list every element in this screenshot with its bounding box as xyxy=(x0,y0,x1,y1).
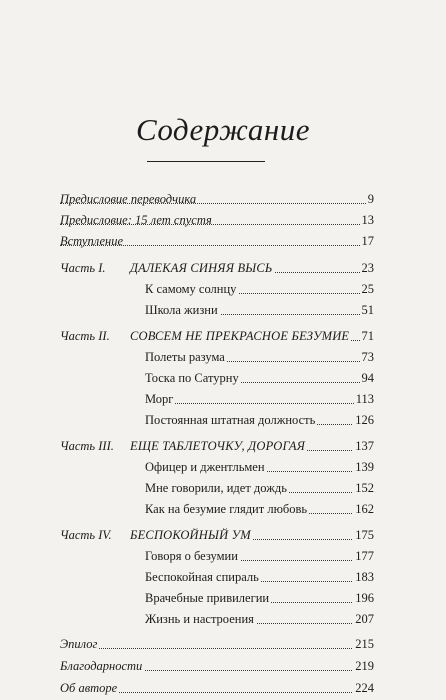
chapter-label: Говоря о безумии xyxy=(145,546,240,566)
toc-chapter xyxy=(0,609,446,629)
chapter-label: Как на безумие глядит любовь xyxy=(145,499,309,519)
toc-page-number: 196 xyxy=(353,588,374,608)
leader-dots xyxy=(60,245,372,246)
leader-dots xyxy=(60,224,372,225)
toc-page-number: 139 xyxy=(353,457,374,477)
toc-page-number: 152 xyxy=(353,478,374,498)
chapter-label: Жизнь и настроения xyxy=(145,609,256,629)
chapter-label: Врачебные привилегии xyxy=(145,588,271,608)
title-divider xyxy=(147,161,265,162)
toc-chapter xyxy=(0,457,446,477)
part-title: ДАЛЕКАЯ СИНЯЯ ВЫСЬ xyxy=(130,258,275,278)
chapter-label: Беспокойная спираль xyxy=(145,567,261,587)
leader-dots xyxy=(145,403,372,404)
part-label: Часть II. xyxy=(60,326,112,346)
toc-part-heading xyxy=(0,436,446,456)
toc-entry-label: Предисловие: 15 лет спустя xyxy=(60,210,214,230)
toc-page-number: 175 xyxy=(353,525,374,545)
toc-page-number: 25 xyxy=(360,279,375,299)
toc-page-number: 13 xyxy=(360,210,375,230)
toc-page-number: 207 xyxy=(353,609,374,629)
toc-page-number: 73 xyxy=(360,347,375,367)
toc-page-number: 17 xyxy=(360,231,375,251)
chapter-label: Постоянная штатная должность xyxy=(145,410,317,430)
toc-page-number: 9 xyxy=(366,189,374,209)
chapter-label: Морг xyxy=(145,389,175,409)
toc-page-number: 215 xyxy=(353,634,374,654)
toc-page-number: 224 xyxy=(353,678,374,698)
leader-dots xyxy=(60,203,372,204)
part-title: БЕСПОКОЙНЫЙ УМ xyxy=(130,525,253,545)
toc-entry-label: Об авторе xyxy=(60,678,119,698)
toc-chapter xyxy=(0,567,446,587)
toc-page-number: 71 xyxy=(360,326,375,346)
chapter-label: К самому солнцу xyxy=(145,279,238,299)
toc-entry-label: Предисловие переводчика xyxy=(60,189,198,209)
toc-page-number: 137 xyxy=(353,436,374,456)
toc-part-heading xyxy=(0,326,446,346)
chapter-label: Школа жизни xyxy=(145,300,220,320)
toc-entry-front xyxy=(0,210,446,230)
toc-chapter xyxy=(0,410,446,430)
toc-part-heading xyxy=(0,258,446,278)
toc-page-number: 126 xyxy=(353,410,374,430)
chapter-label: Мне говорили, идет дождь xyxy=(145,478,289,498)
toc-chapter xyxy=(0,279,446,299)
toc-chapter xyxy=(0,588,446,608)
part-title: СОВСЕМ НЕ ПРЕКРАСНОЕ БЕЗУМИЕ xyxy=(130,326,351,346)
part-label: Часть I. xyxy=(60,258,108,278)
toc-page-number: 113 xyxy=(354,389,374,409)
toc-entry-back xyxy=(0,678,446,698)
part-label: Часть III. xyxy=(60,436,116,456)
toc-page-number: 94 xyxy=(360,368,375,388)
toc-entry-back xyxy=(0,656,446,676)
chapter-label: Тоска по Сатурну xyxy=(145,368,241,388)
toc-chapter xyxy=(0,478,446,498)
part-label: Часть IV. xyxy=(60,525,114,545)
toc-page-number: 23 xyxy=(360,258,375,278)
toc-page-number: 183 xyxy=(353,567,374,587)
leader-dots xyxy=(60,648,372,649)
toc-chapter xyxy=(0,546,446,566)
toc-page-number: 162 xyxy=(353,499,374,519)
toc-chapter xyxy=(0,368,446,388)
toc-chapter xyxy=(0,300,446,320)
toc-entry-back xyxy=(0,634,446,654)
toc-entry-label: Вступление xyxy=(60,231,125,251)
toc-chapter xyxy=(0,499,446,519)
toc-page-number: 51 xyxy=(360,300,375,320)
toc-chapter xyxy=(0,389,446,409)
toc-entry-front xyxy=(0,231,446,251)
toc-part-heading xyxy=(0,525,446,545)
toc-entry-front xyxy=(0,189,446,209)
toc-chapter xyxy=(0,347,446,367)
toc-page-number: 219 xyxy=(353,656,374,676)
toc-page-number: 177 xyxy=(353,546,374,566)
toc-entry-label: Эпилог xyxy=(60,634,99,654)
toc-entry-label: Благодарности xyxy=(60,656,144,676)
page-title: Содержание xyxy=(135,112,311,147)
chapter-label: Офицер и джентльмен xyxy=(145,457,267,477)
part-title: ЕЩЕ ТАБЛЕТОЧКУ, ДОРОГАЯ xyxy=(130,436,307,456)
chapter-label: Полеты разума xyxy=(145,347,227,367)
